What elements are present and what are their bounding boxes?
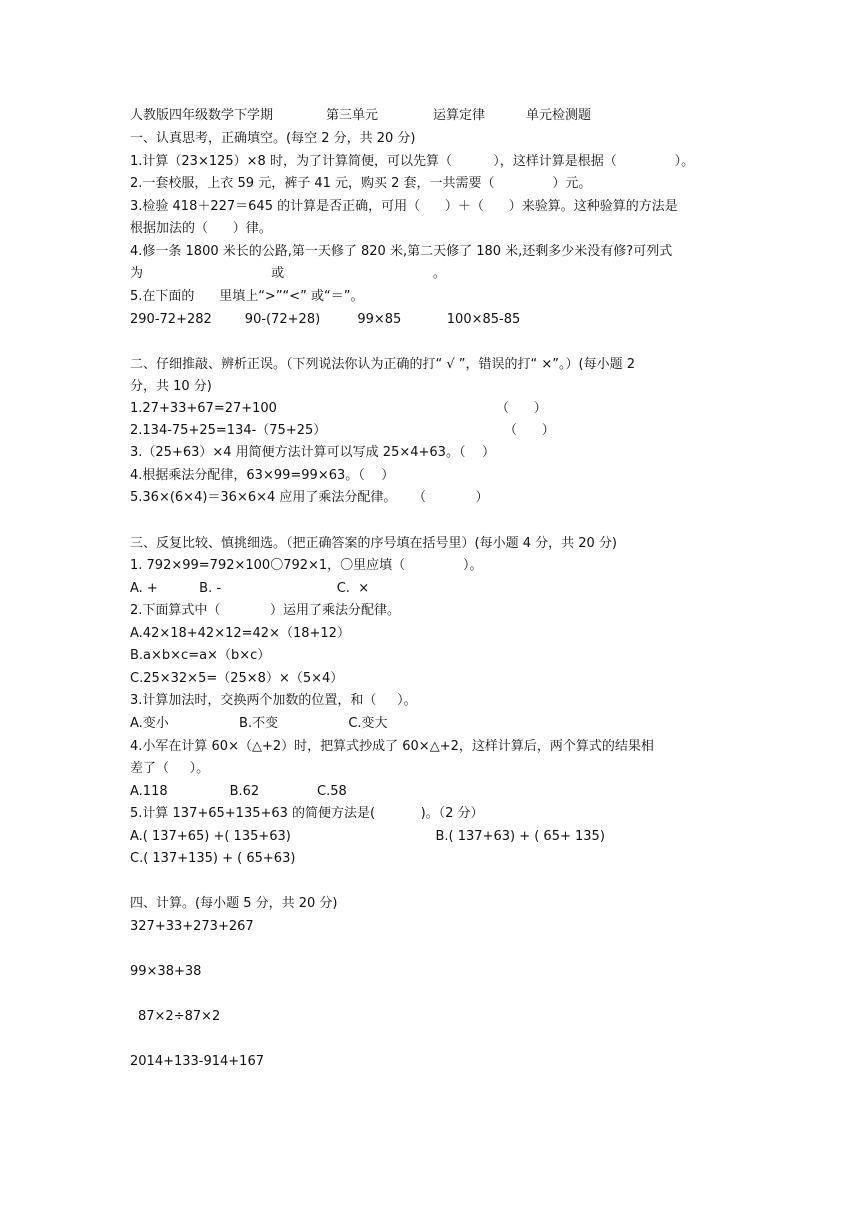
section3-q1-options: A. + B. - C. × bbox=[130, 581, 370, 596]
section3-q2-option-c: C.25×32×5=（25×8）×（5×4） bbox=[130, 671, 344, 686]
section3-q2: 2.下面算式中（ ）运用了乘法分配律。 bbox=[130, 603, 400, 618]
section2-q1: 1.27+33+67=27+100 （ ） bbox=[130, 401, 547, 416]
section3-q4-line2: 差了（ ）。 bbox=[130, 761, 210, 776]
section1-q5: 5.在下面的 里填上“>”“<” 或“＝”。 bbox=[130, 289, 364, 304]
section2-q5: 5.36×(6×4)＝36×6×4 应用了乘法分配律。 （ ） bbox=[130, 490, 489, 505]
section3-q5: 5.计算 137+65+135+63 的简便方法是( )。（2 分） bbox=[130, 806, 484, 821]
section4-heading: 四、计算。(每小题 5 分，共 20 分) bbox=[130, 896, 338, 911]
section3-heading: 三、反复比较、慎挑细选。（把正确答案的序号填在括号里）(每小题 4 分，共 20 分) bbox=[130, 536, 617, 551]
title-unit: 第三单元 bbox=[326, 108, 379, 123]
section1-q4-line1: 4.修一条 1800 米长的公路,第一天修了 820 米,第二天修了 180 米,还剩多少米没有修?可列式 bbox=[130, 244, 673, 259]
section1-heading: 一、认真思考，正确填空。(每空 2 分，共 20 分) bbox=[130, 131, 416, 146]
section3-q1: 1. 792×99=792×100〇792×1，〇里应填（ ）。 bbox=[130, 558, 483, 573]
section1-q1: 1.计算（23×125）×8 时，为了计算简便，可以先算（ ），这样计算是根据（ ）。 bbox=[130, 154, 695, 169]
section4-expression-1: 327+33+273+267 bbox=[130, 919, 254, 934]
section3-q5-options-ab: A.( 137+65) +( 135+63) B.( 137+63) + ( 65+ 135) bbox=[130, 829, 605, 844]
section1-q2: 2.一套校服，上衣 59 元，裤子 41 元，购买 2 套，一共需要（ ）元。 bbox=[130, 176, 592, 191]
section2-q2: 2.134-75+25=134-（75+25） （ ） bbox=[130, 423, 555, 438]
title-grade: 人教版四年级数学下学期 bbox=[130, 108, 274, 123]
title-topic: 运算定律 bbox=[433, 108, 486, 123]
section2-heading-line2: 分，共 10 分) bbox=[130, 379, 212, 394]
section1-q3-line1: 3.检验 418＋227＝645 的计算是否正确，可用（ ）＋（ ）来验算。这种验算的方法是 bbox=[130, 199, 678, 214]
section4-expression-3: 87×2÷87×2 bbox=[138, 1009, 221, 1024]
section2-heading-line1: 二、仔细推敲、辨析正误。（下列说法你认为正确的打“ √ ”，错误的打“ ×”。）(每小题 2 bbox=[130, 357, 635, 372]
section3-q4-line1: 4.小军在计算 60×（△+2）时，把算式抄成了 60×△+2，这样计算后，两个算式的结果相 bbox=[130, 739, 654, 754]
section4-expression-4: 2014+133-914+167 bbox=[130, 1054, 264, 1069]
section3-q3: 3.计算加法时，交换两个加数的位置，和（ ）。 bbox=[130, 693, 417, 708]
section3-q2-option-b: B.a×b×c=a×（b×c） bbox=[130, 648, 271, 663]
section3-q5-option-c: C.( 137+135) + ( 65+63) bbox=[130, 851, 296, 866]
section3-q3-options: A.变小 B.不变 C.变大 bbox=[130, 716, 388, 731]
section4-expression-2: 99×38+38 bbox=[130, 964, 202, 979]
section1-q4-line2: 为 或 。 bbox=[130, 266, 446, 281]
title-test: 单元检测题 bbox=[526, 108, 592, 123]
section1-q5-items: 290-72+282 90-(72+28) 99×85 100×85-85 bbox=[130, 312, 521, 327]
section1-q3-line2: 根据加法的（ ）律。 bbox=[130, 221, 272, 236]
section3-q4-options: A.118 B.62 C.58 bbox=[130, 784, 347, 799]
section3-q2-option-a: A.42×18+42×12=42×（18+12） bbox=[130, 626, 350, 641]
worksheet-title bbox=[130, 107, 730, 125]
section2-q4: 4.根据乘法分配律，63×99=99×63。（ ） bbox=[130, 468, 395, 483]
section2-q3: 3.（25+63）×4 用简便方法计算可以写成 25×4+63。（ ） bbox=[130, 445, 495, 460]
